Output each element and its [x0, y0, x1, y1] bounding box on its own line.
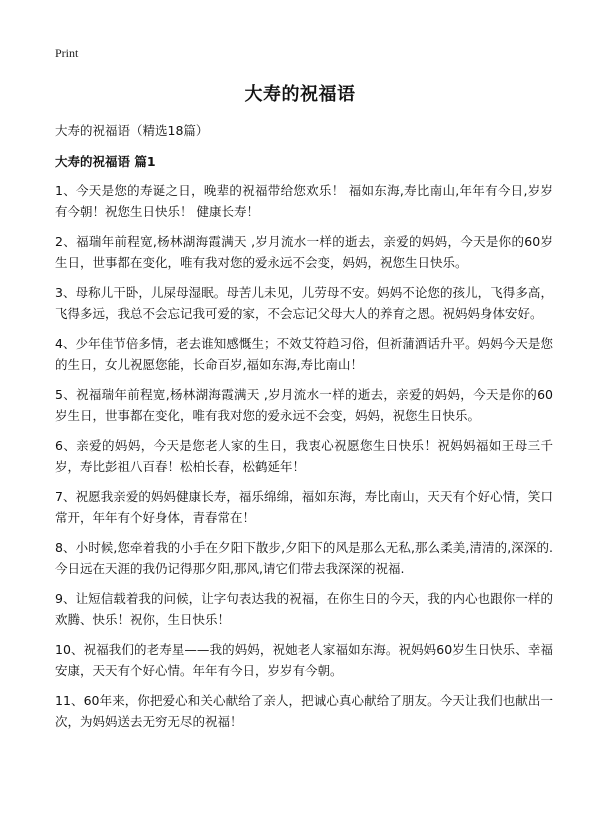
- print-link[interactable]: Print: [55, 46, 79, 60]
- paragraph-8: 8、小时候,您牵着我的小手在夕阳下散步,夕阳下的风是那么无私,那么柔美,清清的,深深的.今日远在天涯的我仍记得那夕阳,那风,请它们带去我深深的祝福.: [55, 540, 553, 576]
- paragraph-10: 10、祝福我们的老寿星——我的妈妈，祝她老人家福如东海。祝妈妈60岁生日快乐、幸福安康，天天有个好心情。年年有今日，岁岁有今朝。: [55, 642, 553, 678]
- article-body: [55, 180, 553, 741]
- paragraph-9: 9、让短信载着我的问候，让字句表达我的祝福，在你生日的今天，我的内心也跟你一样的欢腾、快乐！祝你，生日快乐！: [55, 591, 553, 627]
- paragraph-2: 2、福瑞年前程宽,杨林湖海霞满天 ,岁月流水一样的逝去，亲爱的妈妈，今天是你的60岁生日，世事都在变化，唯有我对您的爱永远不会变，妈妈，祝您生日快乐。: [55, 234, 553, 270]
- paragraph-5: 5、祝福瑞年前程宽,杨林湖海霞满天 ,岁月流水一样的逝去，亲爱的妈妈，今天是你的60岁生日，世事都在变化，唯有我对您的爱永远不会变，妈妈，祝您生日快乐。: [55, 387, 553, 423]
- paragraph-11: 11、60年来，你把爱心和关心献给了亲人，把诚心真心献给了朋友。今天让我们也献出一次，为妈妈送去无穷无尽的祝福！: [55, 693, 553, 729]
- paragraph-7: 7、祝愿我亲爱的妈妈健康长寿，福乐绵绵，福如东海，寿比南山，天天有个好心情，笑口常开，年年有个好身体，青春常在！: [55, 489, 553, 525]
- section-heading: 大寿的祝福语 篇1: [55, 154, 156, 169]
- page-title: 大寿的祝福语: [244, 84, 356, 105]
- paragraph-6: 6、亲爱的妈妈，今天是您老人家的生日，我衷心祝愿您生日快乐！祝妈妈福如王母三千岁，寿比彭祖八百春！松柏长春，松鹤延年！: [55, 438, 553, 474]
- paragraph-3: 3、母称儿干卧，儿屎母湿眠。母苦儿未见，儿劳母不安。妈妈不论您的孩儿，飞得多高，飞得多远，我总不会忘记我可爱的家，不会忘记父母大人的养育之恩。祝妈妈身体安好。: [55, 285, 553, 321]
- paragraph-4: 4、少年佳节倍多情，老去谁知感慨生；不效艾符趋习俗，但祈蒲酒话升平。妈妈今天是您的生日，女儿祝愿您能，长命百岁,福如东海,寿比南山！: [55, 336, 553, 372]
- paragraph-1: 1、今天是您的寿诞之日，晚辈的祝福带给您欢乐！ 福如东海,寿比南山,年年有今日,岁岁有今朝！祝您生日快乐！ 健康长寿！: [55, 183, 553, 219]
- page-subtitle: 大寿的祝福语（精选18篇）: [55, 123, 209, 138]
